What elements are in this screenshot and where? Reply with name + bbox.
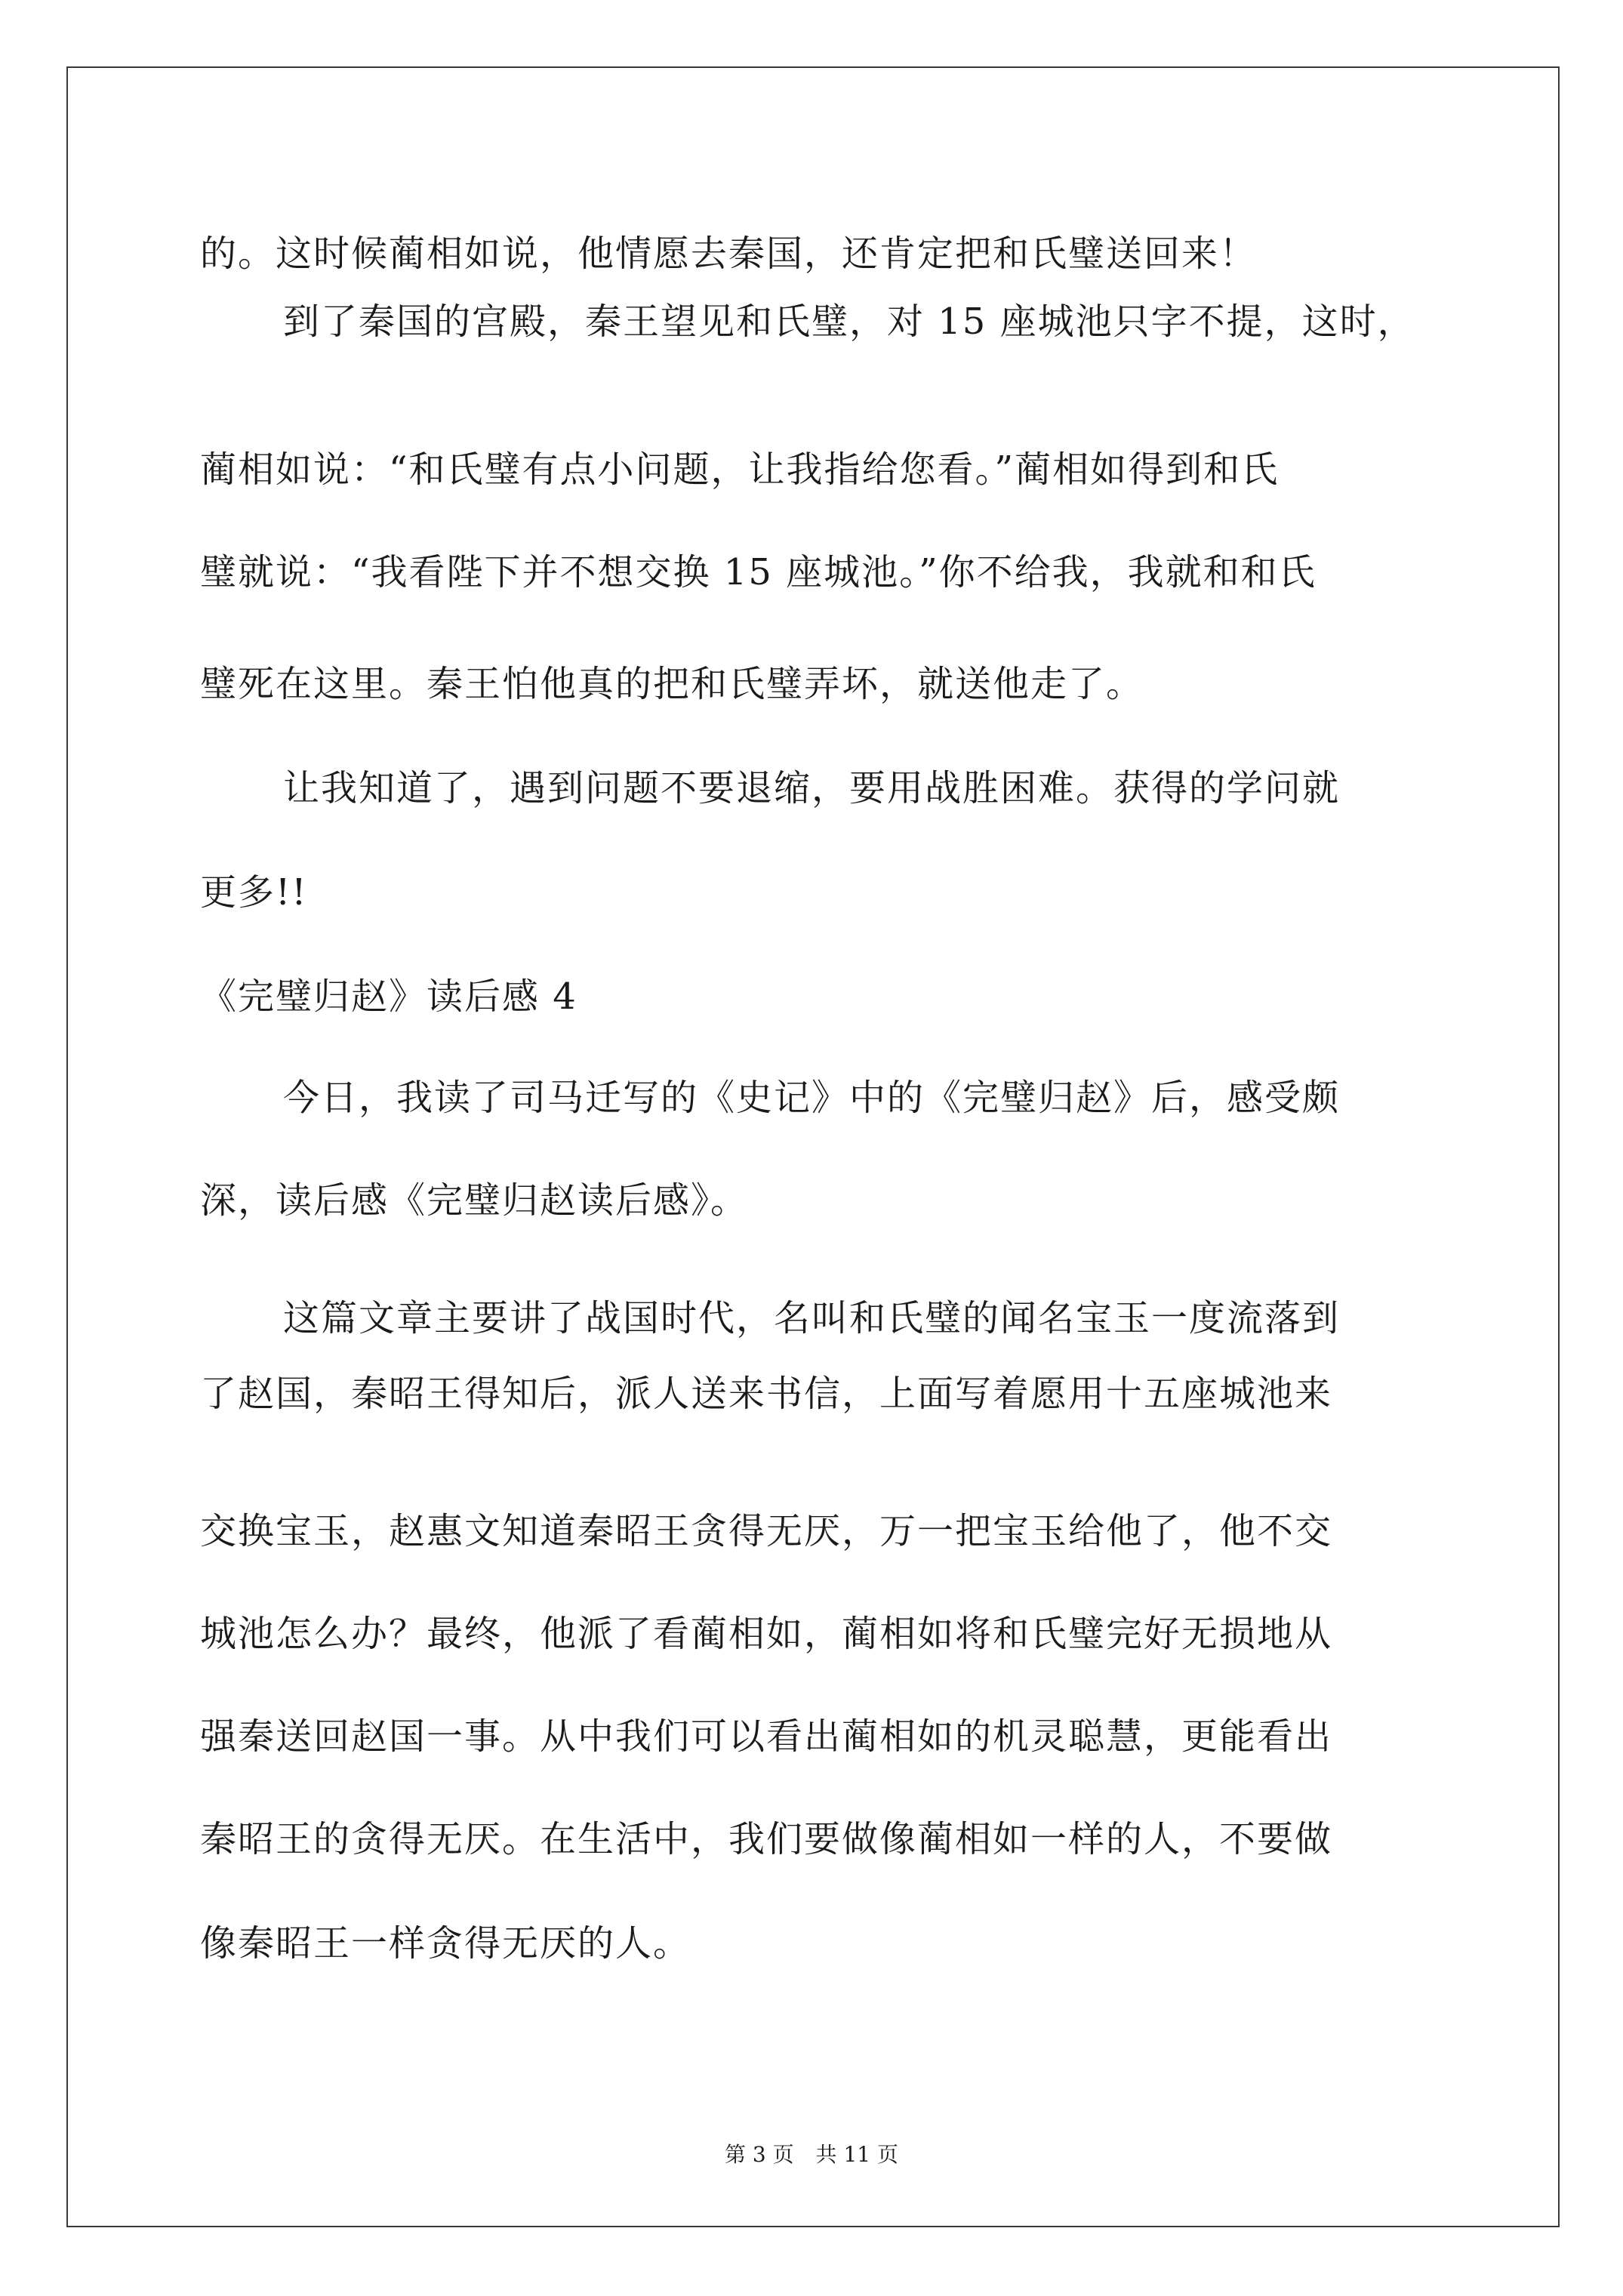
- text-line: 的。这时候蔺相如说，他情愿去秦国，还肯定把和氏璧送回来！: [200, 233, 1258, 275]
- section-heading: 《完璧归赵》读后感 4: [200, 975, 577, 1018]
- paragraph-start: 这篇文章主要讲了战国时代，名叫和氏璧的闻名宝玉一度流落到: [283, 1297, 1341, 1339]
- page-footer: [0, 2141, 1623, 2168]
- paragraph-start: 到了秦国的宫殿，秦王望见和氏璧，对 15 座城池只字不提，这时，: [283, 300, 1415, 343]
- page-total: 共 11 页: [815, 2142, 898, 2167]
- text-line: 像秦昭王一样贪得无厌的人。: [200, 1922, 691, 1965]
- text-line: 蔺相如说：“和氏璧有点小问题，让我指给您看。”蔺相如得到和氏: [200, 448, 1280, 491]
- page-number: 第 3 页: [725, 2142, 794, 2167]
- text-line: 交换宝玉，赵惠文知道秦昭王贪得无厌，万一把宝玉给他了，他不交: [200, 1510, 1333, 1552]
- text-line: 了赵国，秦昭王得知后，派人送来书信，上面写着愿用十五座城池来: [200, 1373, 1333, 1415]
- text-line: 更多!!: [200, 871, 308, 914]
- paragraph-start: 今日，我读了司马迁写的《史记》中的《完璧归赵》后，感受颇: [283, 1077, 1341, 1119]
- page-border: [66, 66, 1560, 2227]
- text-line: 深，读后感《完璧归赵读后感》。: [200, 1179, 749, 1222]
- text-line: 秦昭王的贪得无厌。在生活中，我们要做像蔺相如一样的人，不要做: [200, 1818, 1333, 1860]
- text-line: 强秦送回赵国一事。从中我们可以看出蔺相如的机灵聪慧，更能看出: [200, 1715, 1333, 1758]
- text-line: 城池怎么办？最终，他派了看蔺相如，蔺相如将和氏璧完好无损地从: [200, 1613, 1333, 1655]
- paragraph-start: 让我知道了，遇到问题不要退缩，要用战胜困难。获得的学问就: [283, 767, 1341, 809]
- text-line: 璧就说：“我看陛下并不想交换 15 座城池。”你不给我，我就和和氏: [200, 551, 1317, 593]
- text-line: 璧死在这里。秦王怕他真的把和氏璧弄坏，就送他走了。: [200, 663, 1144, 705]
